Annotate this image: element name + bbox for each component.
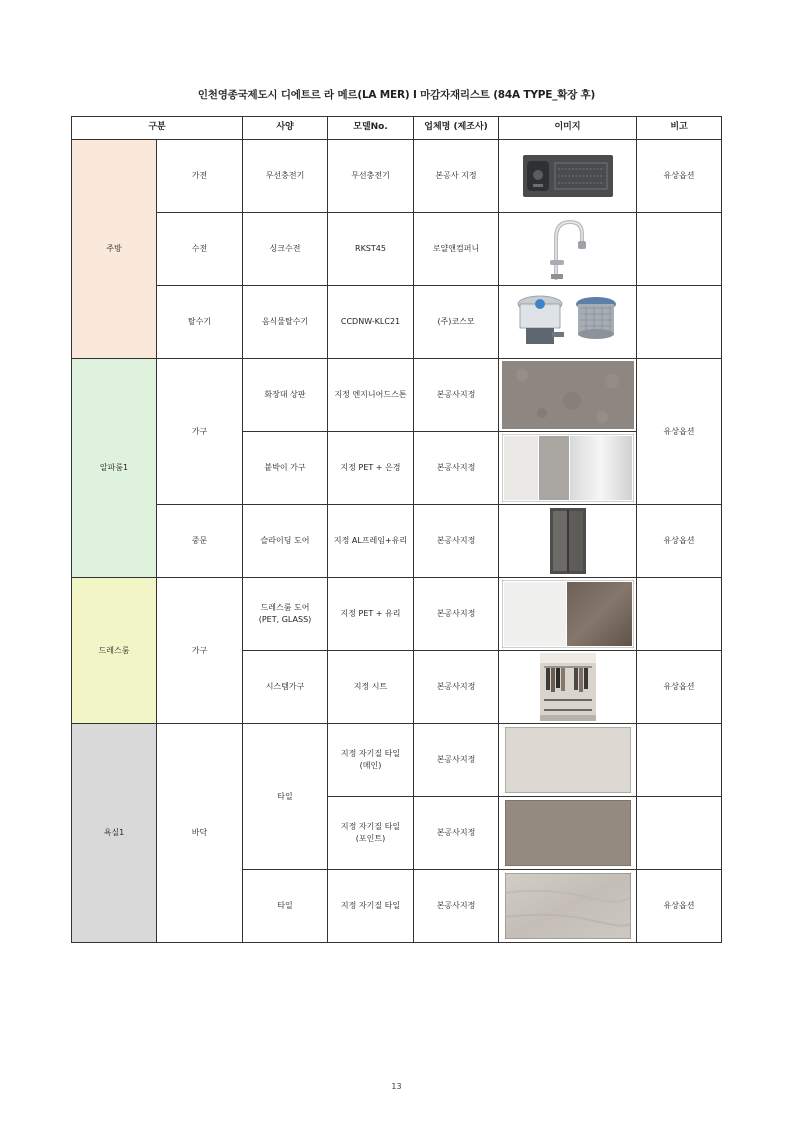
table-header-row	[72, 117, 722, 140]
table-row	[72, 578, 722, 651]
model-cell: CCDNW-KLC21	[328, 286, 414, 359]
maker-cell: 본공사지정	[414, 797, 499, 870]
model-cell: RKST45	[328, 213, 414, 286]
note-cell	[637, 724, 722, 797]
note-cell: 유상옵션	[637, 359, 722, 505]
maker-cell: 본공사지정	[414, 505, 499, 578]
maker-cell: 본공사지정	[414, 651, 499, 724]
note-cell: 유상옵션	[637, 140, 722, 213]
sub-category: 가전	[157, 140, 243, 213]
model-cell: 지정 엔지니어드스톤	[328, 359, 414, 432]
model-cell: 지정 AL프레임+유리	[328, 505, 414, 578]
note-cell	[637, 213, 722, 286]
note-cell	[637, 578, 722, 651]
maker-cell: 본공사 지정	[414, 140, 499, 213]
table-row	[72, 286, 722, 359]
sub-category: 바닥	[157, 724, 243, 943]
spec-line: (PET, GLASS)	[258, 615, 312, 624]
image-cell	[499, 578, 637, 651]
header-maker: 업체명 (제조사)	[414, 117, 499, 140]
image-cell	[499, 359, 637, 432]
note-cell	[637, 286, 722, 359]
sliding-door-image	[548, 507, 588, 575]
note-cell: 유상옵션	[637, 651, 722, 724]
spec-cell: 무선충전기	[243, 140, 328, 213]
model-line: (포인트)	[355, 834, 386, 843]
pet-mirror-swatch	[502, 434, 634, 502]
sub-category: 수전	[157, 213, 243, 286]
image-cell	[499, 140, 637, 213]
spec-cell: 타일	[243, 724, 328, 870]
maker-cell: 본공사지정	[414, 724, 499, 797]
tile-swatch	[505, 873, 631, 939]
spec-cell: 붙박이 가구	[243, 432, 328, 505]
maker-cell: 본공사지정	[414, 870, 499, 943]
model-cell: 지정 PET + 은경	[328, 432, 414, 505]
image-cell	[499, 213, 637, 286]
page-number: 13	[391, 1082, 402, 1091]
sink-faucet-image	[538, 216, 598, 282]
image-cell	[499, 797, 637, 870]
room-dress: 드레스룸	[72, 578, 157, 724]
tile-main-swatch	[505, 727, 631, 793]
wireless-charger-image	[522, 153, 614, 199]
spec-cell: 화장대 상판	[243, 359, 328, 432]
spec-cell	[243, 578, 328, 651]
note-cell	[637, 797, 722, 870]
spec-cell: 슬라이딩 도어	[243, 505, 328, 578]
maker-cell: 본공사지정	[414, 359, 499, 432]
model-cell	[328, 724, 414, 797]
model-cell: 지정 PET + 유리	[328, 578, 414, 651]
sub-category: 탈수기	[157, 286, 243, 359]
image-cell	[499, 724, 637, 797]
maker-cell: 로얄앤컴퍼니	[414, 213, 499, 286]
room-kitchen: 주방	[72, 140, 157, 359]
engineered-stone-swatch	[502, 361, 634, 429]
model-cell	[328, 797, 414, 870]
finish-material-table	[71, 116, 722, 943]
header-model: 모델No.	[328, 117, 414, 140]
image-cell	[499, 870, 637, 943]
model-cell: 무선충전기	[328, 140, 414, 213]
model-cell: 지정 시트	[328, 651, 414, 724]
header-note: 비고	[637, 117, 722, 140]
pet-glass-swatch	[502, 580, 634, 648]
spec-cell: 싱크수전	[243, 213, 328, 286]
model-cell: 지정 자기질 타일	[328, 870, 414, 943]
image-cell	[499, 651, 637, 724]
header-spec: 사양	[243, 117, 328, 140]
image-cell	[499, 432, 637, 505]
table-row	[72, 505, 722, 578]
header-image: 이미지	[499, 117, 637, 140]
model-line: 지정 자기질 타일	[340, 822, 401, 832]
maker-cell: 본공사지정	[414, 432, 499, 505]
image-cell	[499, 505, 637, 578]
room-alpha: 알파룸1	[72, 359, 157, 578]
maker-cell: 본공사지정	[414, 578, 499, 651]
sub-category: 중문	[157, 505, 243, 578]
spec-cell: 타일	[243, 870, 328, 943]
spec-cell: 시스템가구	[243, 651, 328, 724]
model-line: 지정 자기질 타일	[340, 749, 401, 759]
sub-category: 가구	[157, 578, 243, 724]
table-row	[72, 140, 722, 213]
room-bath: 욕실1	[72, 724, 157, 943]
header-category: 구분	[72, 117, 243, 140]
tile-point-swatch	[505, 800, 631, 866]
page-title: 인천영종국제도시 디에트르 라 메르(LA MER) I 마감자재리스트 (84A TYPE_확장 후)	[197, 89, 596, 101]
note-cell: 유상옵션	[637, 870, 722, 943]
model-line: (메인)	[359, 761, 382, 770]
sub-category: 가구	[157, 359, 243, 505]
spec-cell: 음식물탈수기	[243, 286, 328, 359]
food-dehydrator-image	[508, 292, 628, 352]
image-cell	[499, 286, 637, 359]
maker-cell: (주)코스모	[414, 286, 499, 359]
note-cell: 유상옵션	[637, 505, 722, 578]
spec-line: 드레스룸 도어	[260, 603, 310, 613]
table-row	[72, 359, 722, 432]
table-row	[72, 213, 722, 286]
system-closet-image	[540, 653, 596, 721]
table-row	[72, 724, 722, 797]
